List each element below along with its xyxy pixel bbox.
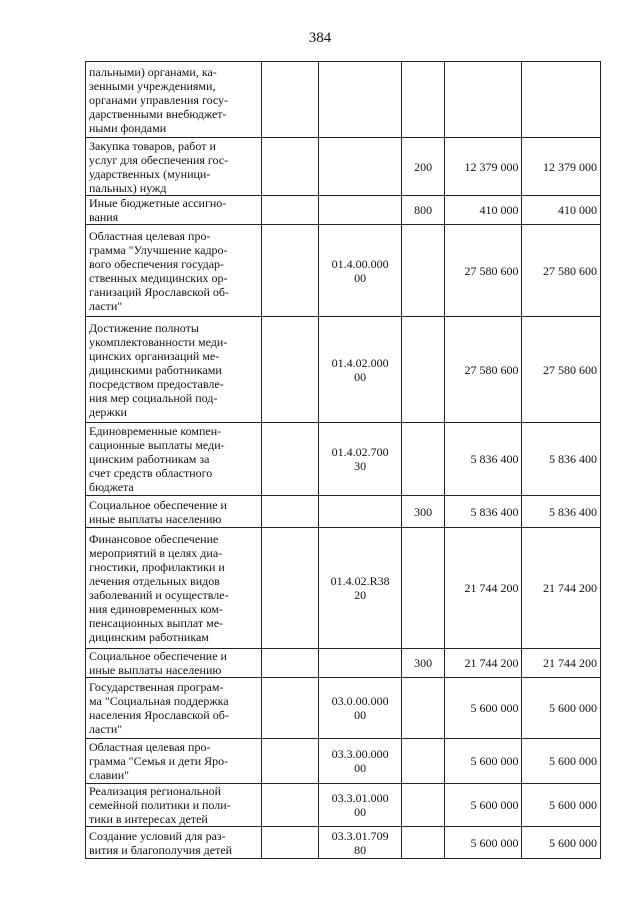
table-row	[86, 496, 601, 528]
row-amount-cell	[445, 827, 522, 859]
row-amount-cell	[445, 784, 522, 827]
table-row	[86, 528, 601, 649]
row-code-cell	[319, 196, 402, 225]
row-type-cell	[402, 649, 445, 678]
expense-type: 300	[414, 656, 433, 670]
row-code-cell	[319, 739, 402, 784]
row-empty-cell	[262, 784, 319, 827]
row-code-cell	[319, 62, 402, 138]
row-code-cell	[319, 138, 402, 196]
row-code-cell	[319, 528, 402, 649]
row-empty-cell	[262, 678, 319, 739]
amount-value: 27 580 600	[464, 362, 519, 377]
target-code: 01.4.00.000 00	[331, 256, 389, 285]
row-code-cell	[319, 496, 402, 528]
row-name: Создание условий для раз- вития и благополучия детей	[89, 828, 233, 857]
row-name: Финансовое обеспечение мероприятий в целях диа- гностики, профилактики и лечения отдельных видов заболеваний и осуществле- ния единовременных ком- пенсационных выплат ме- дицинским работникам	[89, 532, 229, 644]
row-amount-cell	[522, 496, 601, 528]
expense-type: 200	[414, 159, 433, 174]
row-name: Областная целевая про- грамма "Улучшение кадро- вого обеспечения государ- ственных медицинских ор- ганизаций Ярославской об- ласти"	[89, 228, 230, 313]
row-empty-cell	[262, 649, 319, 678]
row-code-cell	[319, 423, 402, 496]
target-code: 01.4.02.700 30	[331, 445, 389, 473]
row-amount-cell	[445, 62, 522, 138]
row-type-cell	[402, 784, 445, 827]
amount-value: 5 600 000	[470, 835, 519, 850]
row-type-cell	[402, 678, 445, 739]
amount-value: 21 744 200	[464, 581, 519, 595]
table-row	[86, 649, 601, 678]
row-amount-cell	[445, 317, 522, 423]
row-amount-cell	[445, 225, 522, 317]
row-type-cell	[402, 225, 445, 317]
row-name: Социальное обеспечение и иные выплаты населению	[89, 649, 227, 677]
row-empty-cell	[262, 528, 319, 649]
table-row	[86, 423, 601, 496]
amount-value: 27 580 600	[464, 263, 519, 278]
row-amount-cell	[522, 528, 601, 649]
amount-value: 5 836 400	[549, 504, 597, 519]
row-amount-cell	[522, 678, 601, 739]
row-amount-cell	[522, 827, 601, 859]
row-name-cell	[86, 196, 262, 225]
row-type-cell	[402, 496, 445, 528]
row-empty-cell	[262, 423, 319, 496]
row-amount-cell	[522, 317, 601, 423]
row-name: Закупка товаров, работ и услуг для обеспечения гос- ударственных (муници- пальных) нужд	[89, 138, 229, 195]
row-amount-cell	[445, 138, 522, 196]
amount-value: 5 600 000	[470, 754, 519, 768]
row-name-cell	[86, 784, 262, 827]
row-code-cell	[319, 678, 402, 739]
row-code-cell	[319, 827, 402, 859]
table-row	[86, 138, 601, 196]
amount-value: 410 000	[479, 203, 519, 217]
row-amount-cell	[522, 739, 601, 784]
row-name: Иные бюджетные ассигно- вания	[89, 196, 227, 224]
target-code: 01.4.02.R38 20	[330, 574, 390, 602]
row-name-cell	[86, 317, 262, 423]
amount-value: 5 600 000	[470, 701, 519, 715]
row-name-cell	[86, 423, 262, 496]
amount-value: 21 744 200	[543, 656, 597, 670]
row-type-cell	[402, 739, 445, 784]
row-type-cell	[402, 423, 445, 496]
row-code-cell	[319, 649, 402, 678]
row-name: Социальное обеспечение и иные выплаты населению	[89, 497, 227, 526]
amount-value: 12 379 000	[543, 159, 597, 174]
expense-type: 300	[414, 504, 433, 519]
row-amount-cell	[522, 649, 601, 678]
row-name-cell	[86, 528, 262, 649]
row-amount-cell	[522, 225, 601, 317]
table-row	[86, 225, 601, 317]
row-amount-cell	[522, 62, 601, 138]
row-type-cell	[402, 528, 445, 649]
row-code-cell	[319, 225, 402, 317]
amount-value: 5 600 000	[549, 754, 597, 768]
target-code: 03.0.00.000 00	[331, 694, 389, 722]
amount-value: 5 836 400	[470, 452, 519, 466]
row-amount-cell	[445, 678, 522, 739]
row-name: Единовременные компен- сационные выплаты меди- цинским работникам за счет средств областного бюджета	[89, 424, 225, 494]
amount-value: 5 836 400	[549, 452, 597, 466]
target-code: 03.3.01.709 80	[331, 828, 389, 857]
amount-value: 27 580 600	[543, 362, 597, 377]
row-name-cell	[86, 739, 262, 784]
table-row	[86, 317, 601, 423]
table-row	[86, 739, 601, 784]
row-amount-cell	[445, 496, 522, 528]
row-type-cell	[402, 827, 445, 859]
row-empty-cell	[262, 317, 319, 423]
row-amount-cell	[522, 784, 601, 827]
row-type-cell	[402, 62, 445, 138]
row-name-cell	[86, 678, 262, 739]
row-code-cell	[319, 784, 402, 827]
amount-value: 5 600 000	[470, 798, 519, 812]
target-code: 03.3.01.000 00	[331, 791, 389, 819]
row-amount-cell	[522, 138, 601, 196]
row-amount-cell	[522, 196, 601, 225]
amount-value: 5 600 000	[549, 701, 597, 715]
expense-type: 800	[414, 203, 433, 217]
row-name: Государственная програм- ма "Социальная поддержка населения Ярославской об- ласти"	[89, 680, 229, 736]
row-type-cell	[402, 196, 445, 225]
row-empty-cell	[262, 496, 319, 528]
budget-table-body	[86, 62, 601, 859]
row-type-cell	[402, 317, 445, 423]
row-amount-cell	[445, 528, 522, 649]
page-number: 384	[308, 30, 332, 46]
amount-value: 27 580 600	[543, 263, 597, 278]
row-empty-cell	[262, 138, 319, 196]
row-amount-cell	[445, 196, 522, 225]
row-name-cell	[86, 62, 262, 138]
budget-table	[85, 61, 601, 859]
row-name-cell	[86, 649, 262, 678]
row-name-cell	[86, 496, 262, 528]
target-code: 03.3.00.000 00	[331, 747, 389, 775]
table-row	[86, 196, 601, 225]
amount-value: 5 836 400	[470, 504, 519, 519]
row-name-cell	[86, 225, 262, 317]
row-name-cell	[86, 138, 262, 196]
row-empty-cell	[262, 739, 319, 784]
table-row	[86, 62, 601, 138]
row-name: Достижение полноты укомплектованности меди- цинских организаций ме- дицинскими работниками посредством предоставле- ния мер социальной под- держки	[89, 320, 228, 419]
table-row	[86, 784, 601, 827]
table-row	[86, 827, 601, 859]
row-code-cell	[319, 317, 402, 423]
row-name: Реализация региональной семейной политики и поли- тики в интересах детей	[89, 784, 231, 826]
amount-value: 5 600 000	[549, 798, 597, 812]
target-code: 01.4.02.000 00	[331, 355, 389, 384]
table-row	[86, 678, 601, 739]
amount-value: 21 744 200	[543, 581, 597, 595]
amount-value: 410 000	[558, 203, 597, 217]
row-name: Областная целевая про- грамма "Семья и дети Яро- славии"	[89, 740, 229, 782]
row-empty-cell	[262, 827, 319, 859]
row-empty-cell	[262, 196, 319, 225]
row-type-cell	[402, 138, 445, 196]
row-amount-cell	[445, 423, 522, 496]
row-name: пальными) органами, ка- зенными учреждениями, органами управления госу- дарственными внебюджет- ными фондами	[89, 64, 229, 135]
row-empty-cell	[262, 225, 319, 317]
row-amount-cell	[522, 423, 601, 496]
row-name-cell	[86, 827, 262, 859]
row-amount-cell	[445, 739, 522, 784]
amount-value: 21 744 200	[464, 656, 519, 670]
amount-value: 12 379 000	[464, 159, 519, 174]
amount-value: 5 600 000	[549, 835, 597, 850]
row-amount-cell	[445, 649, 522, 678]
row-empty-cell	[262, 62, 319, 138]
